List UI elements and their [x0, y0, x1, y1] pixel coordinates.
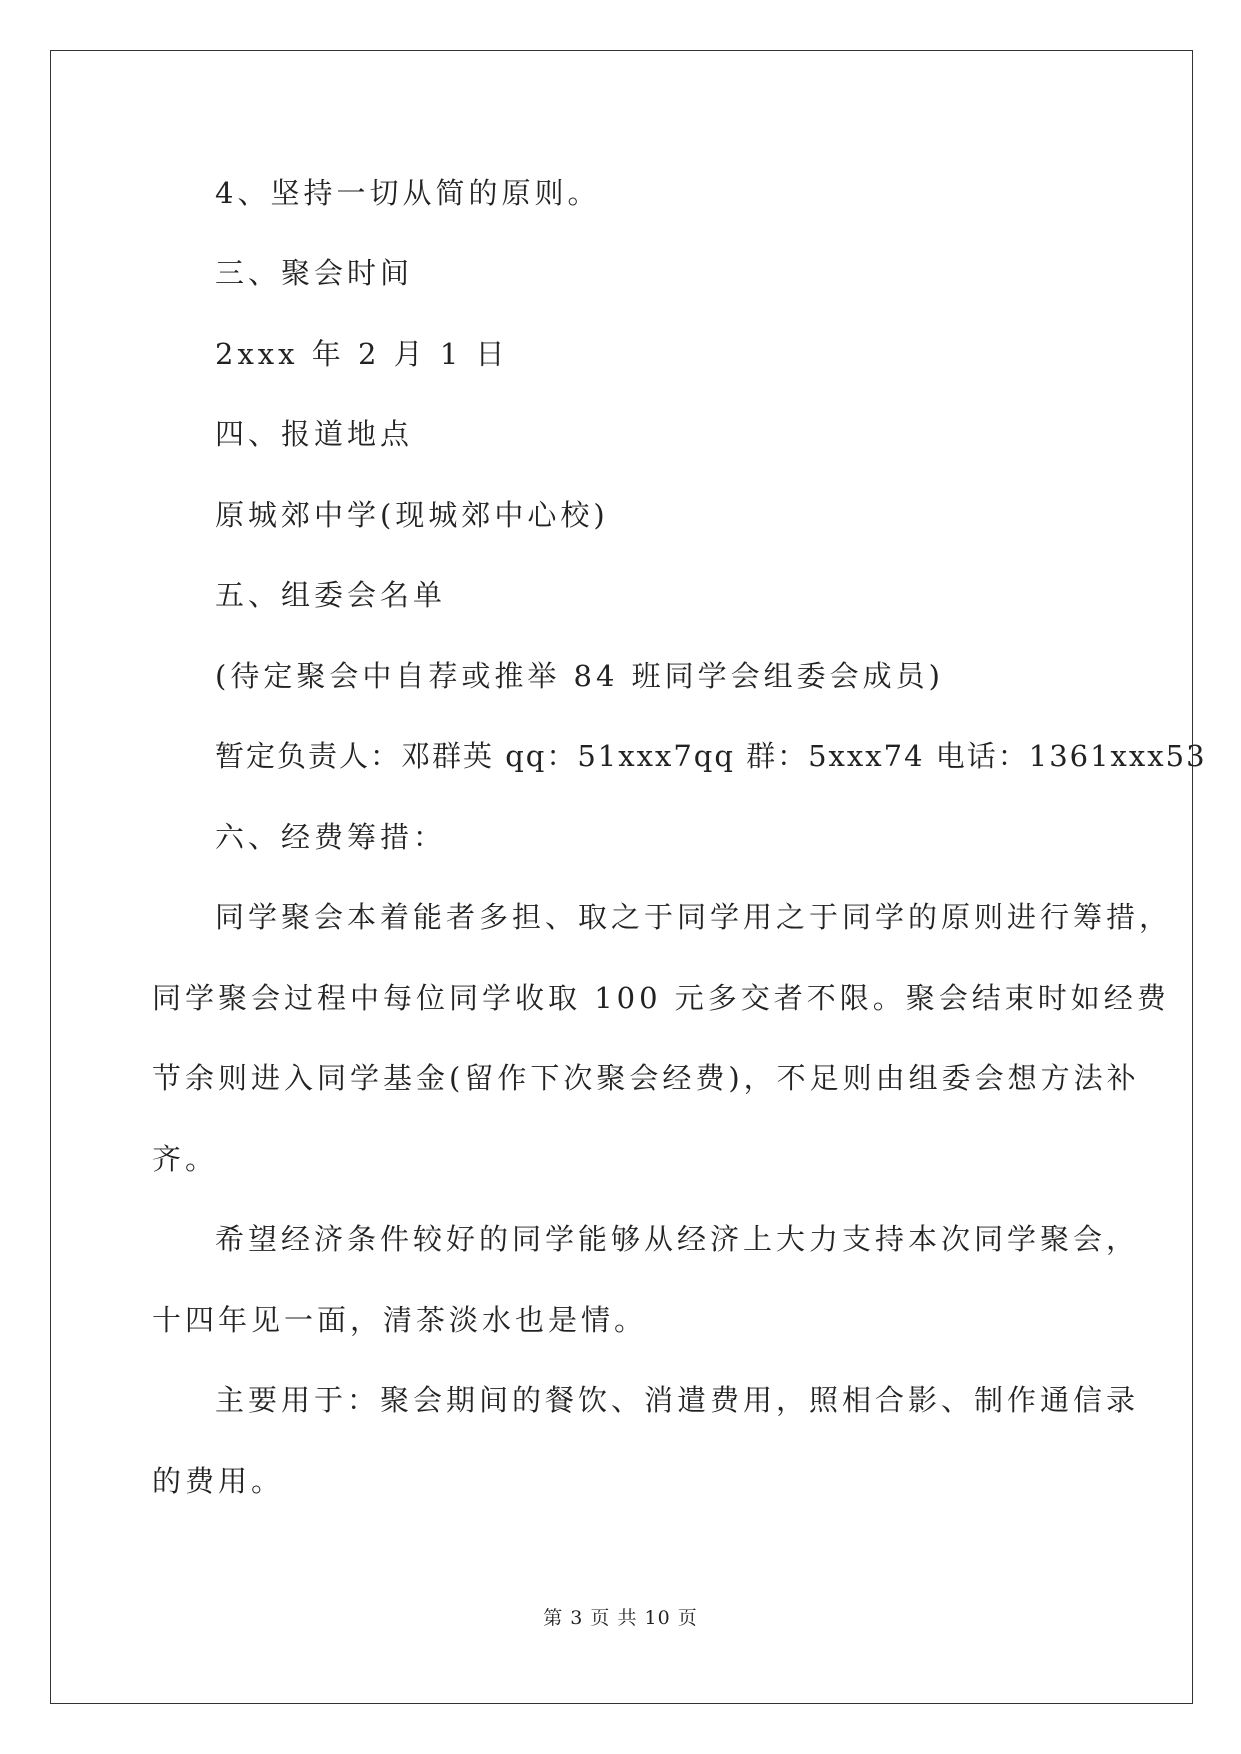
- paragraph-line: 2xxx 年 2 月 1 日: [215, 337, 509, 371]
- paragraph-line: 原城郊中学(现城郊中心校): [215, 498, 609, 532]
- paragraph-line: 的费用。: [152, 1464, 285, 1498]
- page-number: 第 3 页 共 10 页: [543, 1607, 698, 1629]
- section-heading: 六、经费筹措：: [215, 820, 447, 854]
- page-border: [50, 50, 1193, 1704]
- paragraph-line: 同学聚会过程中每位同学收取 100 元多交者不限。聚会结束时如经费: [152, 981, 1170, 1015]
- paragraph-line: 同学聚会本着能者多担、取之于同学用之于同学的原则进行筹措，: [215, 900, 1173, 934]
- paragraph-line: 暂定负责人：邓群英 qq：51xxx7qq 群：5xxx74 电话：1361xxx53: [215, 739, 1207, 773]
- paragraph-line: (待定聚会中自荐或推举 84 班同学会组委会成员): [215, 659, 944, 693]
- paragraph-line: 十四年见一面，清茶淡水也是情。: [152, 1303, 648, 1337]
- paragraph-line: 主要用于：聚会期间的餐饮、消遣费用，照相合影、制作通信录: [215, 1383, 1140, 1417]
- paragraph-line: 希望经济条件较好的同学能够从经济上大力支持本次同学聚会，: [215, 1222, 1140, 1256]
- paragraph-line: 节余则进入同学基金(留作下次聚会经费)，不足则由组委会想方法补: [152, 1061, 1140, 1095]
- section-heading: 三、聚会时间: [215, 256, 414, 290]
- paragraph-line: 4、坚持一切从简的原则。: [215, 176, 601, 210]
- section-heading: 四、报道地点: [215, 417, 414, 451]
- section-heading: 五、组委会名单: [215, 578, 447, 612]
- paragraph-line: 齐。: [152, 1142, 219, 1176]
